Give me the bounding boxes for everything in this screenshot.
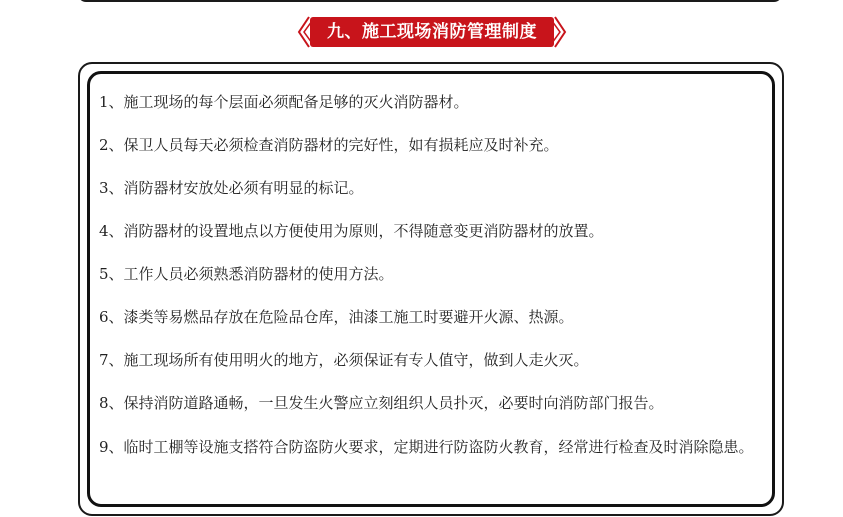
rule-item: 3、消防器材安放处必须有明显的标记。 [99, 179, 364, 197]
rule-item: 8、保持消防道路通畅，一旦发生火警应立刻组织人员扑灭，必要时向消防部门报告。 [99, 394, 664, 412]
rule-item: 7、施工现场所有使用明火的地方，必须保证有专人值守，做到人走火灭。 [99, 351, 589, 369]
chevron-right-icon [552, 15, 568, 49]
rule-list [99, 88, 759, 462]
rule-item: 5、工作人员必须熟悉消防器材的使用方法。 [99, 265, 394, 283]
rule-item: 1、施工现场的每个层面必须配备足够的灭火消防器材。 [99, 93, 469, 111]
section-title-banner [296, 15, 568, 49]
section-title: 九、施工现场消防管理制度 [310, 17, 554, 47]
rule-item: 4、消防器材的设置地点以方便使用为原则，不得随意变更消防器材的放置。 [99, 222, 604, 240]
rule-item: 9、临时工棚等设施支搭符合防盗防火要求，定期进行防盗防火教育，经常进行检查及时消除隐患。 [99, 438, 754, 456]
rule-item: 6、漆类等易燃品存放在危险品仓库，油漆工施工时要避开火源、热源。 [99, 308, 574, 326]
rule-item: 2、保卫人员每天必须检查消防器材的完好性，如有损耗应及时补充。 [99, 136, 559, 154]
previous-section-frame [78, 0, 782, 2]
